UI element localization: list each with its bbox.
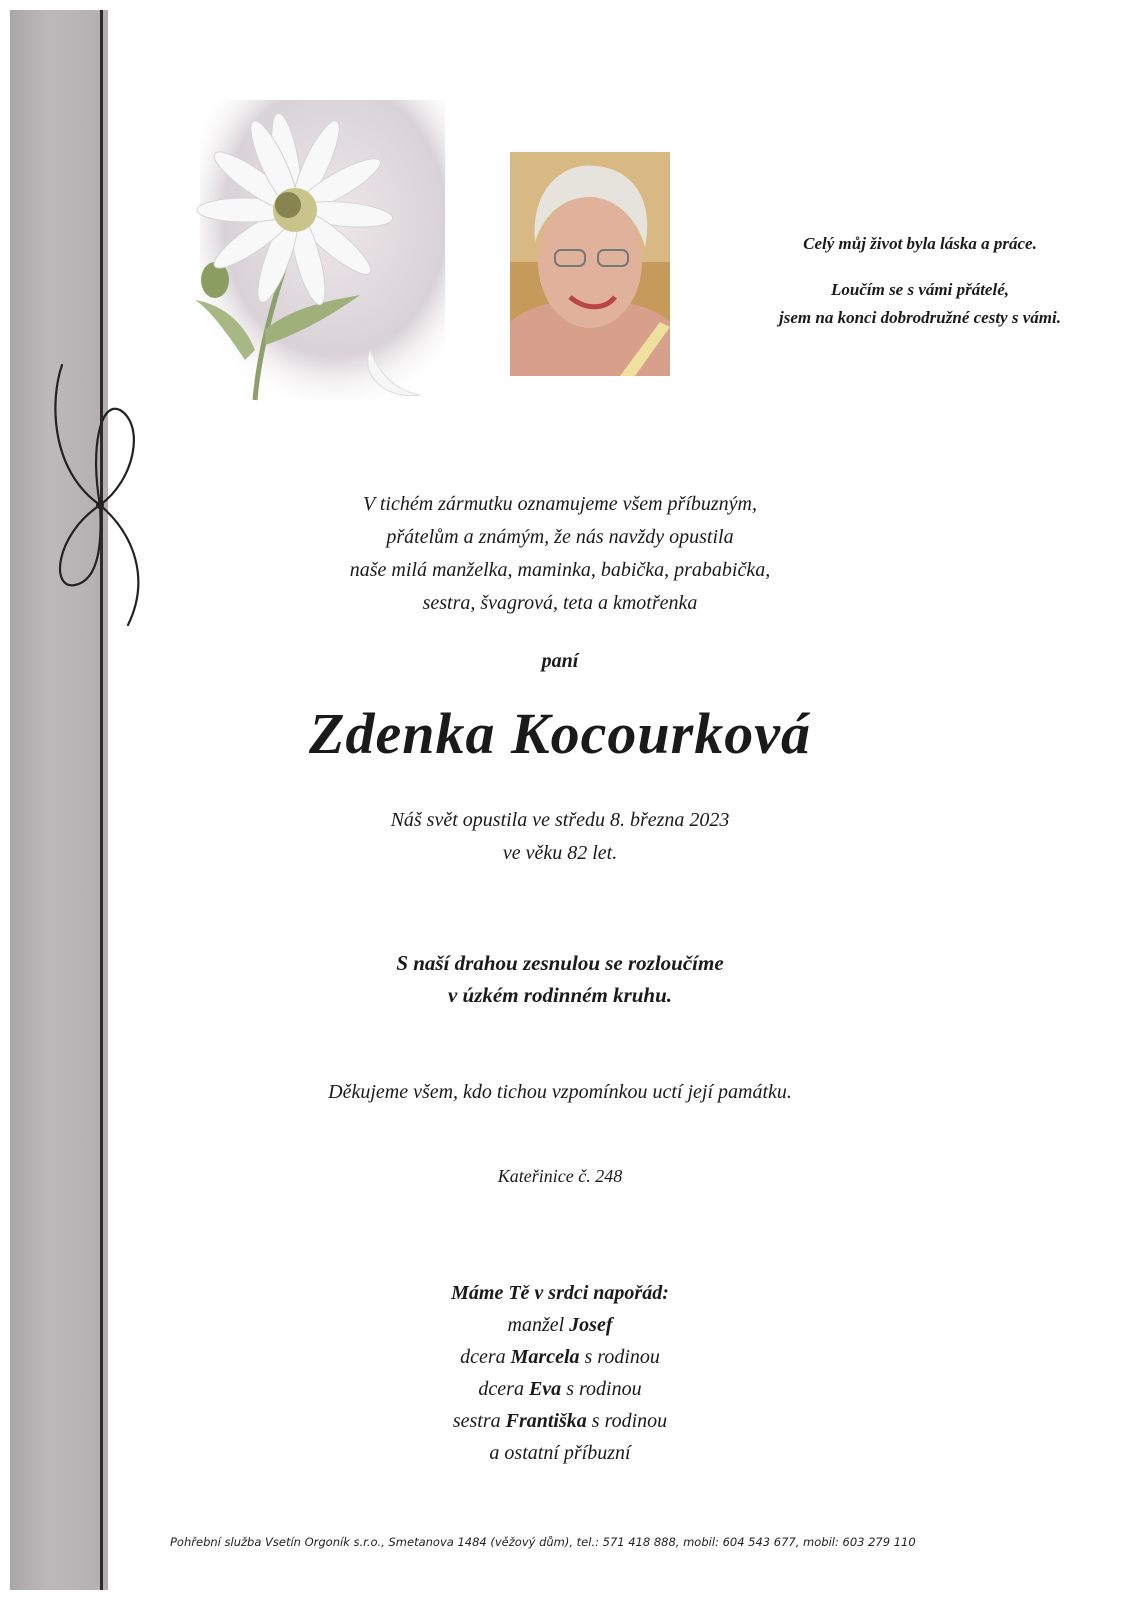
mourner-item: dcera Eva s rodinou [478, 1378, 642, 1400]
mourner-item: sestra Františka s rodinou [452, 1410, 668, 1432]
farewell-line-1: S naší drahou zesnulou se rozloučíme [396, 951, 724, 975]
announcement-line: přátelům a známým, že nás navždy opustila [386, 526, 734, 548]
death-age: ve věku 82 let. [502, 842, 618, 864]
announcement-line: V tichém zármutku oznamujeme všem příbuzným, [362, 493, 757, 515]
death-date: Náš svět opustila ve středu 8. března 2023 [390, 809, 730, 831]
mourners-closing: a ostatní příbuzní [489, 1442, 631, 1464]
funeral-service-footer: Pohřební služba Vsetín Orgoník s.r.o., Smetanova 1484 (věžový dům), tel.: 571 418 888, mobil: 604 543 677, mobil: 603 279 110 [170, 1535, 916, 1549]
announcement-text [200, 488, 920, 620]
honorific-title: paní [541, 650, 579, 672]
farewell-line-2: v úzkém rodinném kruhu. [447, 983, 673, 1007]
decorative-side-band [10, 10, 108, 1590]
mourner-item: manžel Josef [507, 1314, 613, 1336]
thanks-text: Děkujeme všem, kdo tichou vzpomínkou uctí její památku. [328, 1081, 792, 1103]
ribbon-bow-icon [40, 360, 160, 650]
deceased-name: Zdenka Kocourková [309, 701, 811, 766]
death-info [200, 804, 920, 870]
announcement-line: naše milá manželka, maminka, babička, prababička, [349, 559, 771, 581]
daisy-flower-image [185, 100, 445, 420]
motto-line-1: Celý můj život byla láska a práce. [803, 234, 1037, 253]
motto-line-3: jsem na konci dobrodružné cesty s vámi. [779, 308, 1061, 327]
side-band-line [100, 10, 103, 1590]
mourners-list [200, 1277, 920, 1469]
mourners-heading: Máme Tě v srdci napořád: [451, 1282, 669, 1304]
farewell-notice [200, 947, 920, 1011]
address-text: Kateřinice č. 248 [497, 1166, 623, 1186]
portrait-photo [510, 152, 670, 376]
announcement-line: sestra, švagrová, teta a kmotřenka [422, 592, 698, 614]
mourner-item: dcera Marcela s rodinou [460, 1346, 660, 1368]
motto-quote [720, 230, 1120, 332]
motto-line-2: Loučím se s vámi přátelé, [830, 280, 1009, 299]
